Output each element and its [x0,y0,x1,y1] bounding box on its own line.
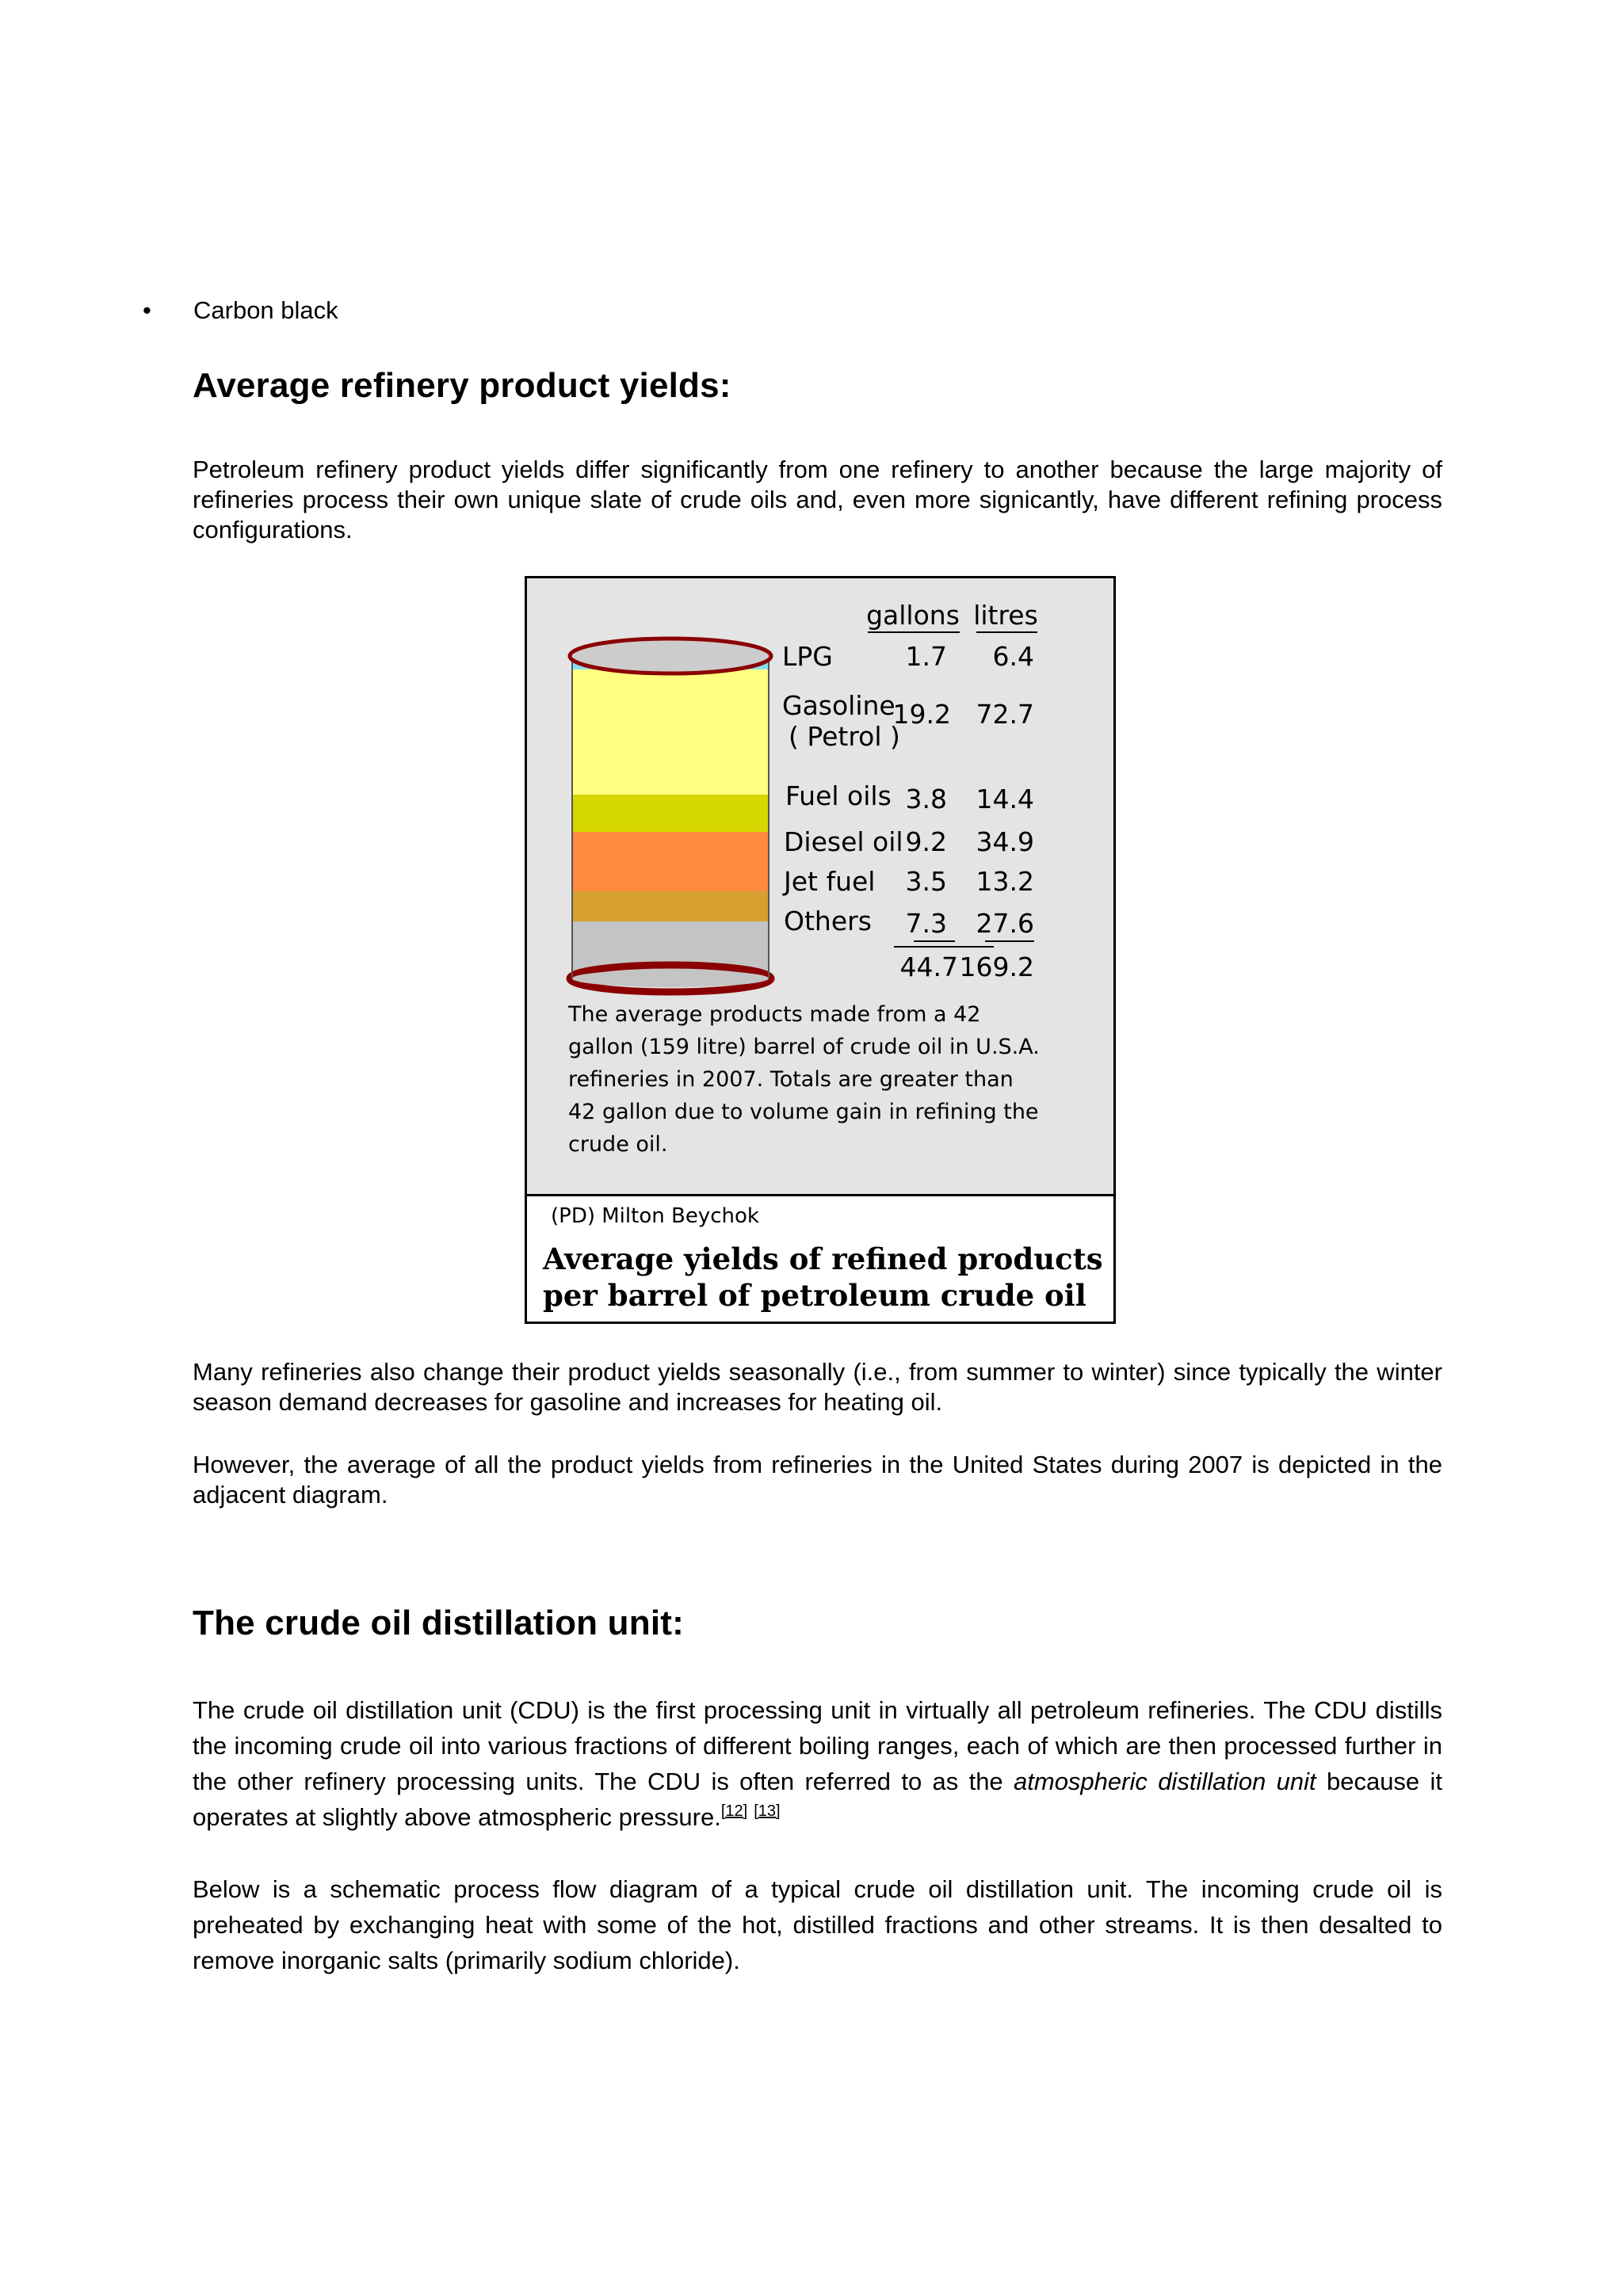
reference-link-13[interactable]: [13] [754,1802,781,1820]
row-litres-jet-fuel: 13.2 [976,866,1034,897]
row-gallons-diesel-oil: 9.2 [905,826,947,857]
yields-figure [525,576,1116,1324]
total-gallons: 44.7 [899,952,958,982]
row-label-diesel-oil: Diesel oil [784,826,903,857]
row-label-jet-fuel: Jet fuel [784,866,876,897]
row-gallons-gasoline: 19.2 [892,699,951,730]
row-gallons-lpg: 1.7 [905,641,947,672]
cdu-paragraph-end: because it operates at slightly above atmospheric pressure. [193,1768,1443,1831]
row-litres-others: 27.6 [976,908,1034,939]
barrel-segment-jet-fuel [572,891,769,921]
row-gallons-fuel-oils: 3.8 [905,784,947,814]
row-gallons-others: 7.3 [905,908,947,939]
figure-description: The average products made from a 42 gallon (159 litre) barrel of crude oil in U.S.A. refineries in 2007. Totals are greater than 42 gallon due to volume gain in refining the crude oil. [568,1002,1040,1157]
row-litres-fuel-oils: 14.4 [976,784,1034,814]
figure-caption: Average yields of refined products per barrel of petroleum crude oil [543,1241,1103,1313]
row-label-fuel-oils: Fuel oils [785,780,892,811]
figure-credit: (PD) Milton Beychok [551,1204,759,1228]
row-litres-gasoline: 72.7 [976,699,1034,730]
yields-intro-paragraph: Petroleum refinery product yields differ significantly from one refinery to another because the large majority of refineries process their own unique slate of crude oils and, even more signicantly, have different refining process configurations. [193,456,1442,543]
bullet-text: Carbon black [193,296,338,324]
row-label-gasoline-petrol: ( Petrol ) [789,721,900,752]
column-header-gallons: gallons [866,600,960,631]
section-heading-yields: Average refinery product yields: [193,366,731,405]
reference-link-12[interactable]: [12] [720,1802,748,1820]
row-label-others: Others [784,906,872,936]
schematic-paragraph: Below is a schematic process flow diagram of a typical crude oil distillation unit. The incoming crude oil is preheated by exchanging heat with some of the hot, distilled fractions and other streams. It is then desalted to remove inorganic salts (primarily sodium chloride). [193,1875,1442,1974]
seasonal-paragraph: Many refineries also change their product yields seasonally (i.e., from summer to winter) since typically the winter season demand decreases for gasoline and increases for heating oil. [193,1358,1442,1416]
barrel-illustration [570,639,771,992]
barrel-segment-diesel-oil [572,832,769,891]
bullet-marker: • [143,296,151,324]
row-label-gasoline: Gasoline [782,690,896,721]
barrel-bottom-fill [572,970,769,987]
row-litres-diesel-oil: 34.9 [976,826,1034,857]
column-header-litres: litres [973,600,1038,631]
row-label-lpg: LPG [782,641,833,672]
cdu-paragraph [193,1692,1442,1835]
yields-figure-panel [527,578,1113,1196]
average-paragraph: However, the average of all the product yields from refineries in the United States during 2007 is depicted in the adjacent diagram. [193,1451,1442,1508]
section-heading-distillation: The crude oil distillation unit: [193,1604,684,1642]
total-litres: 169.2 [959,952,1034,982]
row-litres-lpg: 6.4 [992,641,1034,672]
barrel-segment-gasoline [572,669,769,795]
barrel-top-rim [570,639,771,673]
barrel-segment-fuel-oils [572,795,769,832]
row-gallons-jet-fuel: 3.5 [905,866,947,897]
cdu-paragraph-text: The crude oil distillation unit (CDU) is the first processing unit in virtually all petroleum refineries. The CDU distills the incoming crude oil into various fractions of different boiling ranges, each of which are then processed further in the other refinery processing units. The CDU is often referred to as the [193,1696,1442,1795]
cdu-paragraph-italic: atmospheric distillation unit [1014,1768,1316,1795]
